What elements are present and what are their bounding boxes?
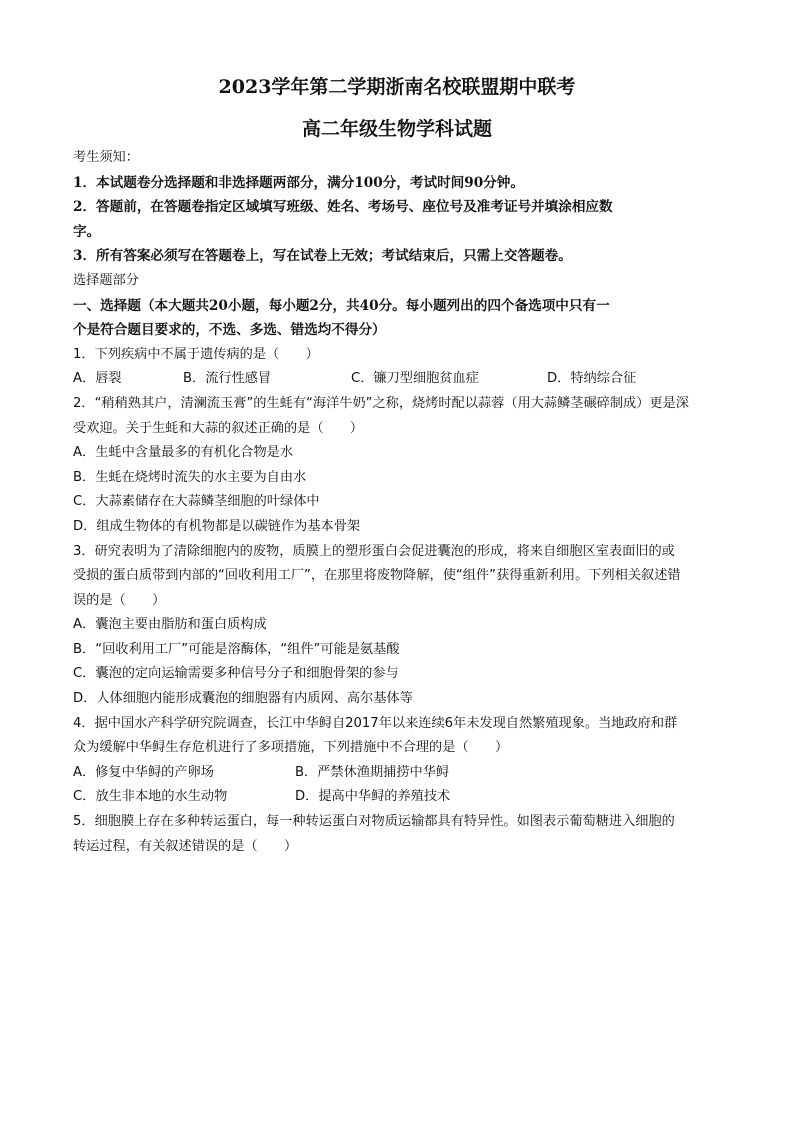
option-a: A．修复中华鲟的产卵场 (73, 764, 214, 780)
question-4-options-row-2 (73, 785, 733, 810)
option-d: D．人体细胞内能形成囊泡的细胞器有内质网、高尔基体等 (73, 691, 413, 707)
option-d: D．特纳综合征 (547, 371, 637, 387)
notice-heading: 考生须知： (73, 150, 139, 165)
exam-title: 2023学年第二学期浙南名校联盟期中联考 (218, 76, 576, 98)
notice-item-2: 2．答题前，在答题卷指定区域填写班级、姓名、考场号、座位号及准考证号并填涂相应数 (73, 199, 613, 216)
section-instructions: 一、选择题（本大题共20小题，每小题2分，共40分。每小题列出的四个备选项中只有一 (73, 297, 610, 314)
question-3-stem: 3．研究表明为了清除细胞内的废物，质膜上的塑形蛋白会促进囊泡的形成，将来自细胞区室表面旧的或 (73, 543, 675, 559)
option-b: B．“回收利用工厂”可能是溶酶体，“组件”可能是氨基酸 (73, 641, 400, 657)
exam-subtitle: 高二年级生物学科试题 (301, 118, 492, 140)
option-b: B．严禁休渔期捕捞中华鲟 (295, 764, 450, 780)
question-3-stem-cont: 受损的蛋白质带到内部的“回收利用工厂”，在那里将废物降解，使“组件”获得重新利用。下列相关叙述错 (73, 568, 681, 584)
option-d: D．提高中华鲟的养殖技术 (295, 789, 451, 805)
option-a: A．唇裂 (73, 371, 122, 387)
question-5-stem-cont: 转运过程，有关叙述错误的是（ ） (73, 838, 298, 854)
option-d: D．组成生物体的有机物都是以碳链作为基本骨架 (73, 518, 361, 534)
option-a: A．囊泡主要由脂肪和蛋白质构成 (73, 617, 267, 633)
option-a: A．生蚝中含量最多的有机化合物是水 (73, 445, 294, 461)
section-part: 选择题部分 (73, 272, 139, 288)
question-2-stem-cont: 受欢迎。关于生蚝和大蒜的叙述正确的是（ ） (73, 420, 364, 436)
exam-content (73, 146, 733, 859)
question-1-options (73, 367, 733, 392)
notice-item-1: 1．本试题卷分选择题和非选择题两部分，满分100分，考试时间90分钟。 (73, 174, 524, 191)
notice-item-3: 3．所有答案必须写在答题卷上，写在试卷上无效；考试结束后，只需上交答题卷。 (73, 248, 572, 265)
question-3-stem-cont: 误的是（ ） (73, 592, 166, 608)
section-instructions-cont: 个是符合题目要求的，不选、多选、错选均不得分） (73, 322, 386, 339)
question-1-stem: 1．下列疾病中不属于遗传病的是（ ） (73, 346, 319, 362)
question-4-stem-cont: 众为缓解中华鲟生存危机进行了多项措施，下列措施中不合理的是（ ） (73, 740, 509, 756)
option-c: C．镰刀型细胞贫血症 (351, 371, 479, 387)
option-c: C．大蒜素储存在大蒜鳞茎细胞的叶绿体中 (73, 494, 320, 510)
question-4-options-row-1 (73, 761, 733, 786)
notice-item-2-cont: 字。 (73, 223, 101, 240)
question-2-stem: 2．“稍稍熟其户，清澜流玉膏”的生蚝有“海洋牛奶”之称，烧烤时配以蒜蓉（用大蒜鳞茎碾碎制成）更是深 (73, 395, 689, 411)
option-c: C．放生非本地的水生动物 (73, 789, 228, 805)
option-b: B．生蚝在烧烤时流失的水主要为自由水 (73, 469, 307, 485)
option-b: B．流行性感冒 (183, 371, 272, 387)
question-4-stem: 4．据中国水产科学研究院调查，长江中华鲟自2017年以来连续6年未发现自然繁殖现象。当地政府和群 (73, 715, 678, 731)
option-c: C．囊泡的定向运输需要多种信号分子和细胞骨架的参与 (73, 666, 399, 682)
question-5-stem: 5．细胞膜上存在多种转运蛋白，每一种转运蛋白对物质运输都具有特异性。如图表示葡萄糖进入细胞的 (73, 814, 675, 830)
